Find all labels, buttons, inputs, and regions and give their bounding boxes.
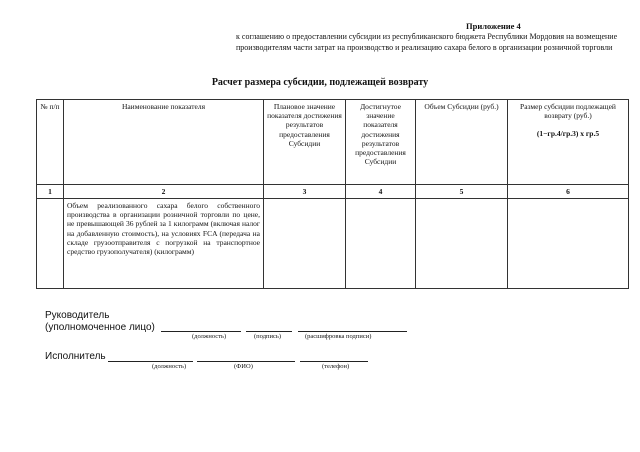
table-row [37, 199, 629, 289]
appendix-title: Приложение 4 [466, 21, 521, 31]
planned-value-cell[interactable] [264, 199, 346, 289]
column-number: 2 [64, 185, 264, 199]
column-number: 3 [264, 185, 346, 199]
executor-position-line[interactable] [108, 361, 193, 362]
column-number: 6 [508, 185, 629, 199]
achieved-value-cell[interactable] [346, 199, 416, 289]
appendix-subtitle: к соглашению о предоставлении субсидии из республиканского бюджета Республики Мордовия на возмещение производителям части затрат на производство и реализацию сахара белого в организации розничной торговли [236, 32, 618, 52]
head-name-line[interactable] [298, 331, 407, 332]
subsidy-table [36, 99, 629, 289]
column-number: 1 [37, 185, 64, 199]
header-cell-planned: Плановое значение показателя достижения результатов предоставления Субсидии [264, 100, 346, 185]
column-number: 4 [346, 185, 416, 199]
column-number: 5 [416, 185, 508, 199]
indicator-cell: Объем реализованного сахара белого собственного производства в организации розничной торговли по цене, не превышающей 36 рублей за 1 килограмм (включая налог на добавленную стоимость), на условиях FCA (передача на складе грузоотправителя с погрузкой на транспортное средство грузополучателя) (килограмм) [64, 199, 264, 289]
head-signature-caption: (подпись) [254, 333, 281, 340]
executor-position-caption: (должность) [152, 363, 187, 370]
header-cell-indicator: Наименование показателя [64, 100, 264, 185]
executor-phone-line[interactable] [300, 361, 368, 362]
refund-formula: (1−гр.4/гр.3) х гр.5 [536, 129, 600, 139]
column-number-row [37, 185, 629, 199]
executor-label: Исполнитель [45, 351, 106, 362]
refund-amount-cell[interactable] [508, 199, 629, 289]
subsidy-amount-cell[interactable] [416, 199, 508, 289]
header-cell-number: № п/п [37, 100, 64, 185]
head-position-caption: (должность) [192, 333, 227, 340]
row-number-cell [37, 199, 64, 289]
executor-name-caption: (ФИО) [234, 363, 253, 370]
header-cell-refund [508, 100, 629, 185]
table-header-row [37, 100, 629, 185]
head-name-caption: (расшифровка подписи) [305, 333, 372, 340]
header-cell-subsidy: Объем Субсидии (руб.) [416, 100, 508, 185]
head-label: Руководитель [45, 310, 110, 321]
head-position-line[interactable] [161, 331, 241, 332]
head-signature-line[interactable] [246, 331, 292, 332]
header-refund-label: Размер субсидии подлежащей возврату (руб.) [520, 102, 616, 121]
executor-name-line[interactable] [197, 361, 295, 362]
head-label-authorized: (уполномоченное лицо) [45, 322, 155, 333]
executor-phone-caption: (телефон) [322, 363, 350, 370]
document-title: Расчет размера субсидии, подлежащей возврату [211, 77, 429, 88]
header-cell-achieved: Достигнутое значение показателя достижения результатов предоставления Субсидии [346, 100, 416, 185]
